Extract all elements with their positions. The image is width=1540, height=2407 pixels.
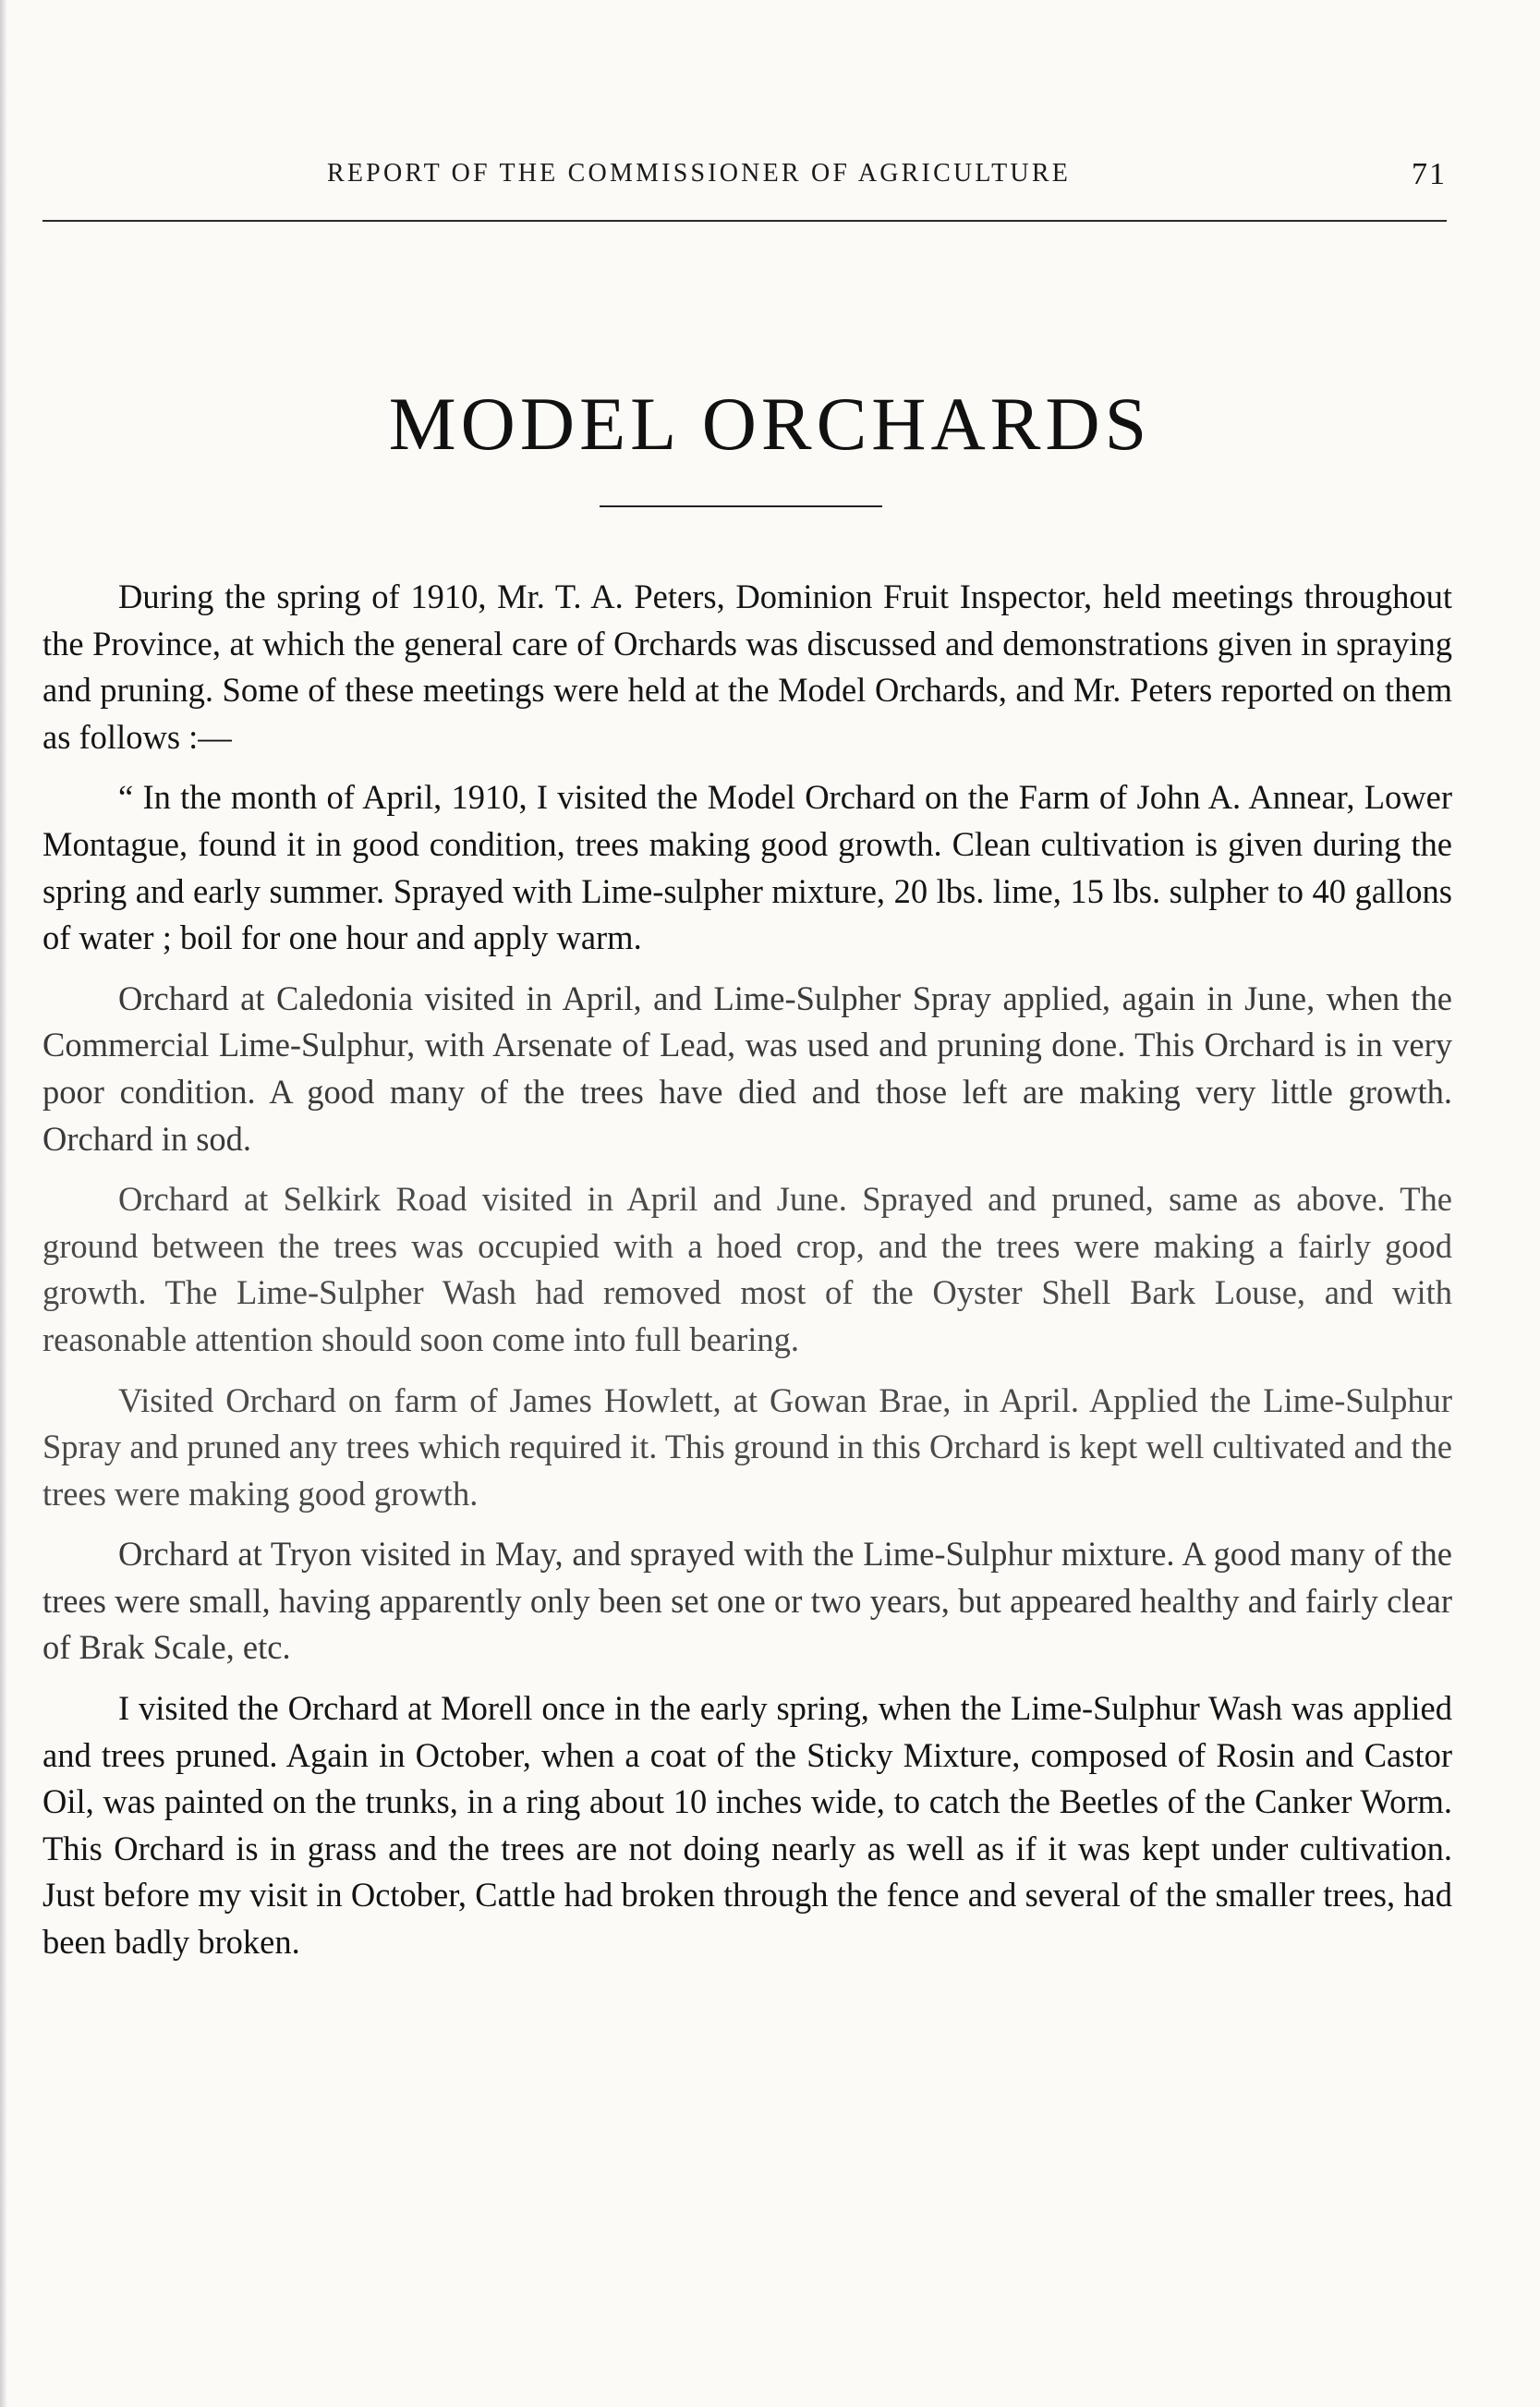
running-header: [42, 157, 1447, 198]
header-rule: [42, 220, 1447, 222]
paragraph-intro: During the spring of 1910, Mr. T. A. Peters, Dominion Fruit Inspector, held meetings throughout the Province, at which the general care of Orchards was discussed and demonstrations given in spraying and pruning. Some of these meetings were held at the Model Orchards, and Mr. Peters reported on them as follows :—: [42, 577, 1452, 756]
paragraph-tryon-orchard: Orchard at Tryon visited in May, and sprayed with the Lime-Sulphur mixture. A good many of the trees were small, having apparently only been set one or two years, but appeared healthy and fairly clear of Brak Scale, etc.: [42, 1535, 1452, 1667]
paragraph-caledonia-orchard: Orchard at Caledonia visited in April, and Lime-Sulpher Spray applied, again in June, when the Commercial Lime-Sulphur, with Arsenate of Lead, was used and pruning done. This Orchard is in very poor condition. A good many of the trees have died and those left are making very little growth. Orchard in sod.: [42, 979, 1452, 1158]
page-title: MODEL ORCHARDS: [388, 382, 1152, 466]
paragraph-morell-orchard: I visited the Orchard at Morell once in the early spring, when the Lime-Sulphur Wash was applied and trees pruned. Again in October, when a coat of the Sticky Mixture, composed of Rosin and Castor Oil, was painted on the trunks, in a ring about 10 inches wide, to catch the Beetles of the Canker Worm. This Orchard is in grass and the trees are not doing nearly as well as if it was kept under cultivation. Just before my visit in October, Cattle had broken through the fence and several of the smaller trees, had been badly broken.: [42, 1689, 1452, 1962]
paragraph-annear-orchard: “ In the month of April, 1910, I visited the Model Orchard on the Farm of John A. Annear, Lower Montague, found it in good condition, trees making good growth. Clean cultivation is given during the spring and early summer. Sprayed with Lime-sulpher mixture, 20 lbs. lime, 15 lbs. sulpher to 40 gallons of water ; boil for one hour and apply warm.: [42, 778, 1452, 957]
paragraph-selkirk-road-orchard: Orchard at Selkirk Road visited in April and June. Sprayed and pruned, same as above. The ground between the trees was occupied with a hoed crop, and the trees were making a fairly good growth. The Lime-Sulpher Wash had removed most of the Oyster Shell Bark Louse, and with reasonable attention should soon come into full bearing.: [42, 1180, 1452, 1358]
body-text: [42, 574, 1452, 1980]
page-number: 71: [1412, 157, 1447, 191]
running-title: REPORT OF THE COMMISSIONER OF AGRICULTURE: [327, 159, 1072, 188]
paragraph-howlett-orchard: Visited Orchard on farm of James Howlett, at Gowan Brae, in April. Applied the Lime-Sulphur Spray and pruned any trees which required it. This ground in this Orchard is kept well cultivated and the trees were making good growth.: [42, 1380, 1452, 1513]
title-underline-rule: [600, 505, 882, 507]
page-edge-shadow: [0, 0, 7, 2407]
